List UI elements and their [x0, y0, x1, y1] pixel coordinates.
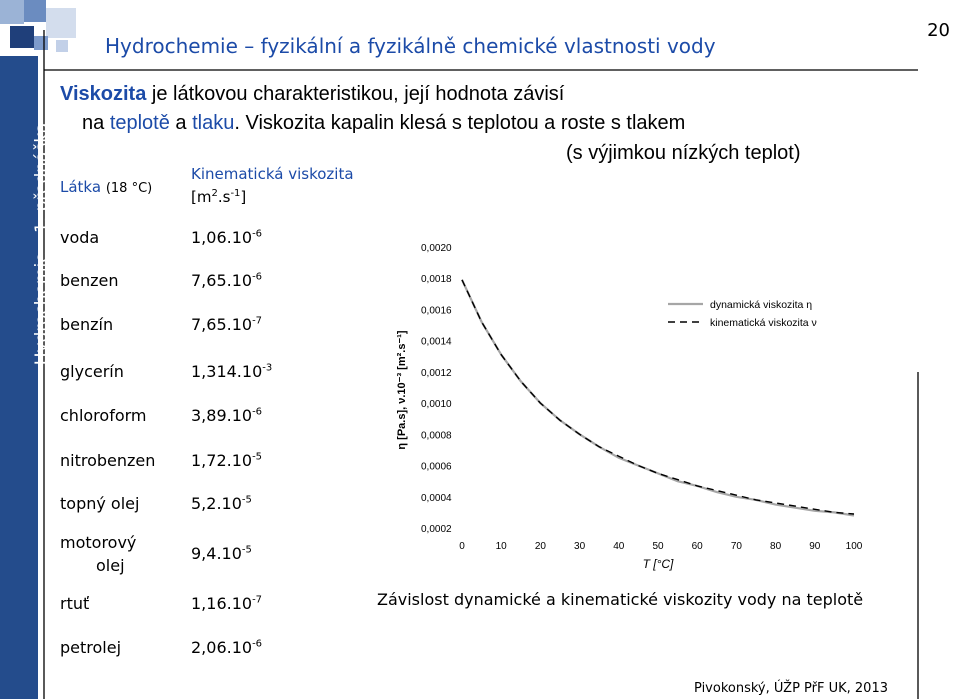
- value-exp: -5: [241, 494, 252, 506]
- chart-y-tick-label: 0,0018: [421, 274, 452, 286]
- chart-x-tick-label: 40: [613, 541, 625, 552]
- footer-credit: Pivokonský, ÚŽP PřF UK, 2013: [694, 681, 888, 696]
- value-mantissa: 1,314.10: [191, 362, 263, 381]
- unit-exp: 2: [211, 188, 218, 199]
- table-row-substance: voda: [60, 228, 100, 247]
- chart-y-tick-label: 0,0020: [421, 243, 452, 254]
- value-mantissa: 5,2.10: [191, 494, 242, 513]
- table-row-substance: petrolej: [60, 638, 122, 657]
- chart-y-tick-label: 0,0002: [421, 524, 452, 535]
- table-row-substance: benzen: [60, 271, 119, 290]
- keyword-viskozita: Viskozita: [60, 83, 147, 105]
- chart-x-ticks: [459, 541, 863, 552]
- intro-text: na: [82, 112, 110, 134]
- table-header-value: Kinematická viskozita: [191, 165, 354, 183]
- chart-y-ticks: [421, 243, 452, 535]
- chart-caption: Závislost dynamické a kinematické viskozity vody na teplotě: [377, 590, 864, 609]
- value-mantissa: 9,4.10: [191, 544, 242, 563]
- table-row-substance: chloroform: [60, 406, 147, 425]
- table-row-substance: glycerín: [60, 362, 124, 381]
- chart-y-tick-label: 0,0016: [421, 305, 452, 317]
- value-mantissa: 1,06.10: [191, 228, 253, 247]
- unit-exp: -1: [230, 188, 241, 199]
- chart-x-tick-label: 20: [534, 541, 546, 552]
- value-exp: -7: [252, 594, 263, 606]
- chart-x-tick-label: 60: [691, 541, 703, 552]
- value-mantissa: 1,72.10: [191, 451, 253, 470]
- keyword-tlaku: tlaku: [192, 112, 235, 134]
- legend-label: dynamická viskozita η: [710, 299, 813, 311]
- value-exp: -7: [252, 315, 263, 327]
- chart-y-tick-label: 0,0010: [421, 399, 452, 411]
- value-exp: -6: [252, 406, 263, 418]
- chart-x-tick-label: 50: [652, 541, 664, 552]
- sidebar-title: Hydrochemie – 1. přednáška: [32, 122, 52, 366]
- page-title: Hydrochemie – fyzikální a fyzikálně chemické vlastnosti vody: [105, 34, 716, 58]
- value-exp: -6: [252, 228, 263, 240]
- chart-y-tick-label: 0,0012: [421, 367, 452, 379]
- chart-x-tick-label: 70: [730, 541, 742, 552]
- unit-part: [m: [191, 188, 212, 206]
- chart-x-tick-label: 10: [495, 541, 507, 552]
- unit-part: ]: [240, 188, 247, 206]
- value-exp: -6: [252, 271, 263, 283]
- table-row-substance: nitrobenzen: [60, 451, 156, 470]
- value-exp: -6: [252, 638, 263, 650]
- table-row-substance-cont: olej: [96, 556, 125, 575]
- chart-x-tick-label: 80: [770, 541, 782, 552]
- chart-series: [462, 280, 854, 516]
- chart-legend: [668, 299, 817, 329]
- legend-label: kinematická viskozita ν: [710, 317, 817, 329]
- table-row-substance: motorový: [60, 533, 137, 552]
- value-exp: -5: [241, 544, 252, 556]
- chart-x-tick-label: 90: [809, 541, 821, 552]
- table-row-substance: benzín: [60, 315, 114, 334]
- header-condition: (18 °C): [105, 181, 153, 196]
- chart-x-axis-label: T [°C]: [642, 557, 674, 571]
- table-row-substance: topný olej: [60, 494, 140, 513]
- chart-y-tick-label: 0,0008: [421, 430, 452, 442]
- value-mantissa: 7,65.10: [191, 271, 253, 290]
- kinematic-viscosity-line: [462, 280, 854, 514]
- dynamic-viscosity-line: [462, 280, 854, 516]
- value-mantissa: 7,65.10: [191, 315, 253, 334]
- value-mantissa: 2,06.10: [191, 638, 253, 657]
- value-mantissa: 1,16.10: [191, 594, 253, 613]
- value-exp: -5: [252, 451, 263, 463]
- chart-y-axis-label: η [Pa.s], ν.10⁻³ [m².s⁻¹]: [396, 330, 408, 450]
- chart-x-tick-label: 100: [845, 541, 863, 552]
- table-row-substance: rtuť: [60, 594, 90, 613]
- unit-part: .s: [217, 188, 231, 206]
- intro-line-3: (s výjimkou nízkých teplot): [566, 142, 801, 164]
- value-exp: -3: [262, 362, 273, 374]
- value-mantissa: 3,89.10: [191, 406, 253, 425]
- header-label: Látka: [60, 178, 102, 196]
- intro-text: . Viskozita kapalin klesá s teplotou a roste s tlakem: [234, 112, 686, 134]
- chart-x-tick-label: 0: [459, 541, 465, 552]
- intro-text: je látkovou charakteristikou, její hodnota závisí: [146, 83, 565, 105]
- chart-y-tick-label: 0,0006: [421, 461, 452, 473]
- chart-y-tick-label: 0,0014: [421, 336, 452, 348]
- chart-y-tick-label: 0,0004: [421, 492, 452, 504]
- chart-x-tick-label: 30: [574, 541, 586, 552]
- page-number: 20: [927, 20, 950, 41]
- intro-text: a: [169, 112, 193, 134]
- keyword-teplote: teplotě: [109, 112, 170, 134]
